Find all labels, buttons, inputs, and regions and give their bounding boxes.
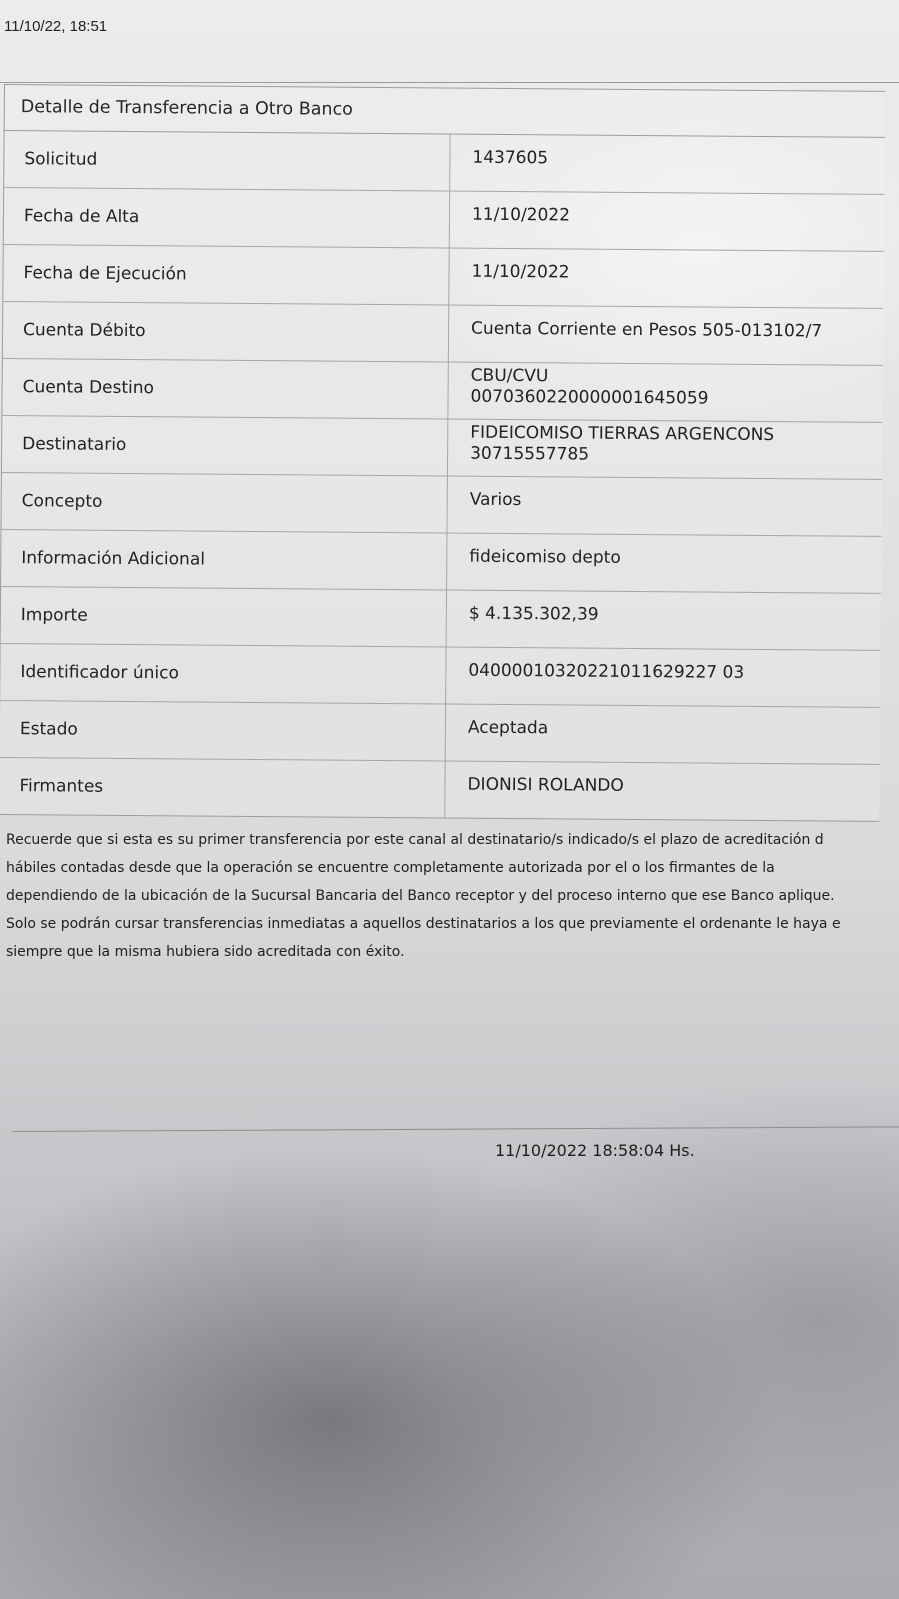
row-value [450, 135, 884, 194]
value-line: Aceptada [467, 717, 549, 739]
detail-row-estado [0, 701, 880, 765]
footer-divider [12, 1126, 899, 1132]
row-label: Información Adicional [1, 530, 447, 590]
value-line: CBU/CVU [470, 365, 549, 387]
value-line: 0070360220000001645059 [470, 386, 709, 409]
disclaimer-line: dependiendo de la ubicación de la Sucursal Bancaria del Banco receptor y del proceso interno que ese Banco aplique. [6, 888, 835, 904]
row-value [449, 249, 883, 308]
row-label: Destinatario [2, 416, 448, 476]
detail-row-concepto [1, 473, 881, 537]
row-value [448, 420, 882, 479]
row-label: Concepto [2, 473, 448, 533]
row-value [448, 363, 882, 422]
row-value [449, 306, 883, 365]
print-timestamp: 11/10/22, 18:51 [4, 18, 108, 35]
value-line: Cuenta Corriente en Pesos 505-013102/7 [471, 318, 823, 342]
row-value [447, 533, 881, 592]
detail-row-identificador-unico [0, 644, 880, 708]
value-line: fideicomiso depto [469, 546, 621, 568]
value-line: Varios [469, 489, 522, 511]
value-line: 11/10/2022 [471, 261, 570, 283]
row-value [447, 590, 881, 649]
row-value [446, 704, 880, 763]
value-line: 11/10/2022 [471, 204, 571, 226]
row-value [447, 476, 881, 535]
top-divider [0, 82, 899, 83]
detail-row-fecha-ejecucion [3, 245, 883, 309]
detail-row-fecha-alta [4, 188, 884, 252]
row-value [450, 192, 884, 251]
disclaimer-line: hábiles contadas desde que la operación se encuentre completamente autorizada por el o los firmantes de la [6, 860, 775, 876]
row-label: Cuenta Débito [3, 302, 449, 362]
row-value [446, 647, 880, 706]
detail-row-cuenta-destino [2, 359, 882, 423]
value-line: $ 4.135.302,39 [468, 603, 599, 625]
value-line: 04000010320221011629227 03 [468, 660, 745, 683]
detail-row-informacion-adicional [1, 530, 881, 594]
disclaimer-line: Recuerde que si esta es su primer transferencia por este canal al destinatario/s indicado/s el plazo de acreditación d [6, 832, 824, 848]
panel-title: Detalle de Transferencia a Otro Banco [5, 85, 885, 138]
detail-row-solicitud [4, 131, 884, 195]
row-label: Cuenta Destino [2, 359, 448, 419]
row-label: Estado [0, 701, 446, 761]
disclaimer-line: Solo se podrán cursar transferencias inmediatas a aquellos destinatarios a los que previamente el ordenante le haya e [6, 916, 841, 932]
row-label: Firmantes [0, 758, 446, 818]
value-line: 1437605 [472, 147, 549, 169]
row-label: Fecha de Alta [4, 188, 450, 248]
footer-timestamp: 11/10/2022 18:58:04 Hs. [495, 1141, 695, 1160]
value-line: FIDEICOMISO TIERRAS ARGENCONS [470, 422, 775, 446]
transfer-detail-panel [0, 84, 885, 822]
detail-row-destinatario [2, 416, 882, 480]
disclaimer-text [6, 826, 899, 966]
row-label: Identificador único [0, 644, 446, 704]
value-line: 30715557785 [470, 443, 590, 465]
row-label: Importe [1, 587, 447, 647]
detail-row-firmantes [0, 758, 880, 821]
detail-row-importe [1, 587, 881, 651]
row-label: Solicitud [4, 131, 450, 191]
value-line: DIONISI ROLANDO [467, 774, 624, 796]
disclaimer-line: siempre que la misma hubiera sido acreditada con éxito. [6, 944, 405, 960]
detail-row-cuenta-debito [3, 302, 883, 366]
row-value [445, 761, 879, 820]
row-label: Fecha de Ejecución [3, 245, 449, 305]
